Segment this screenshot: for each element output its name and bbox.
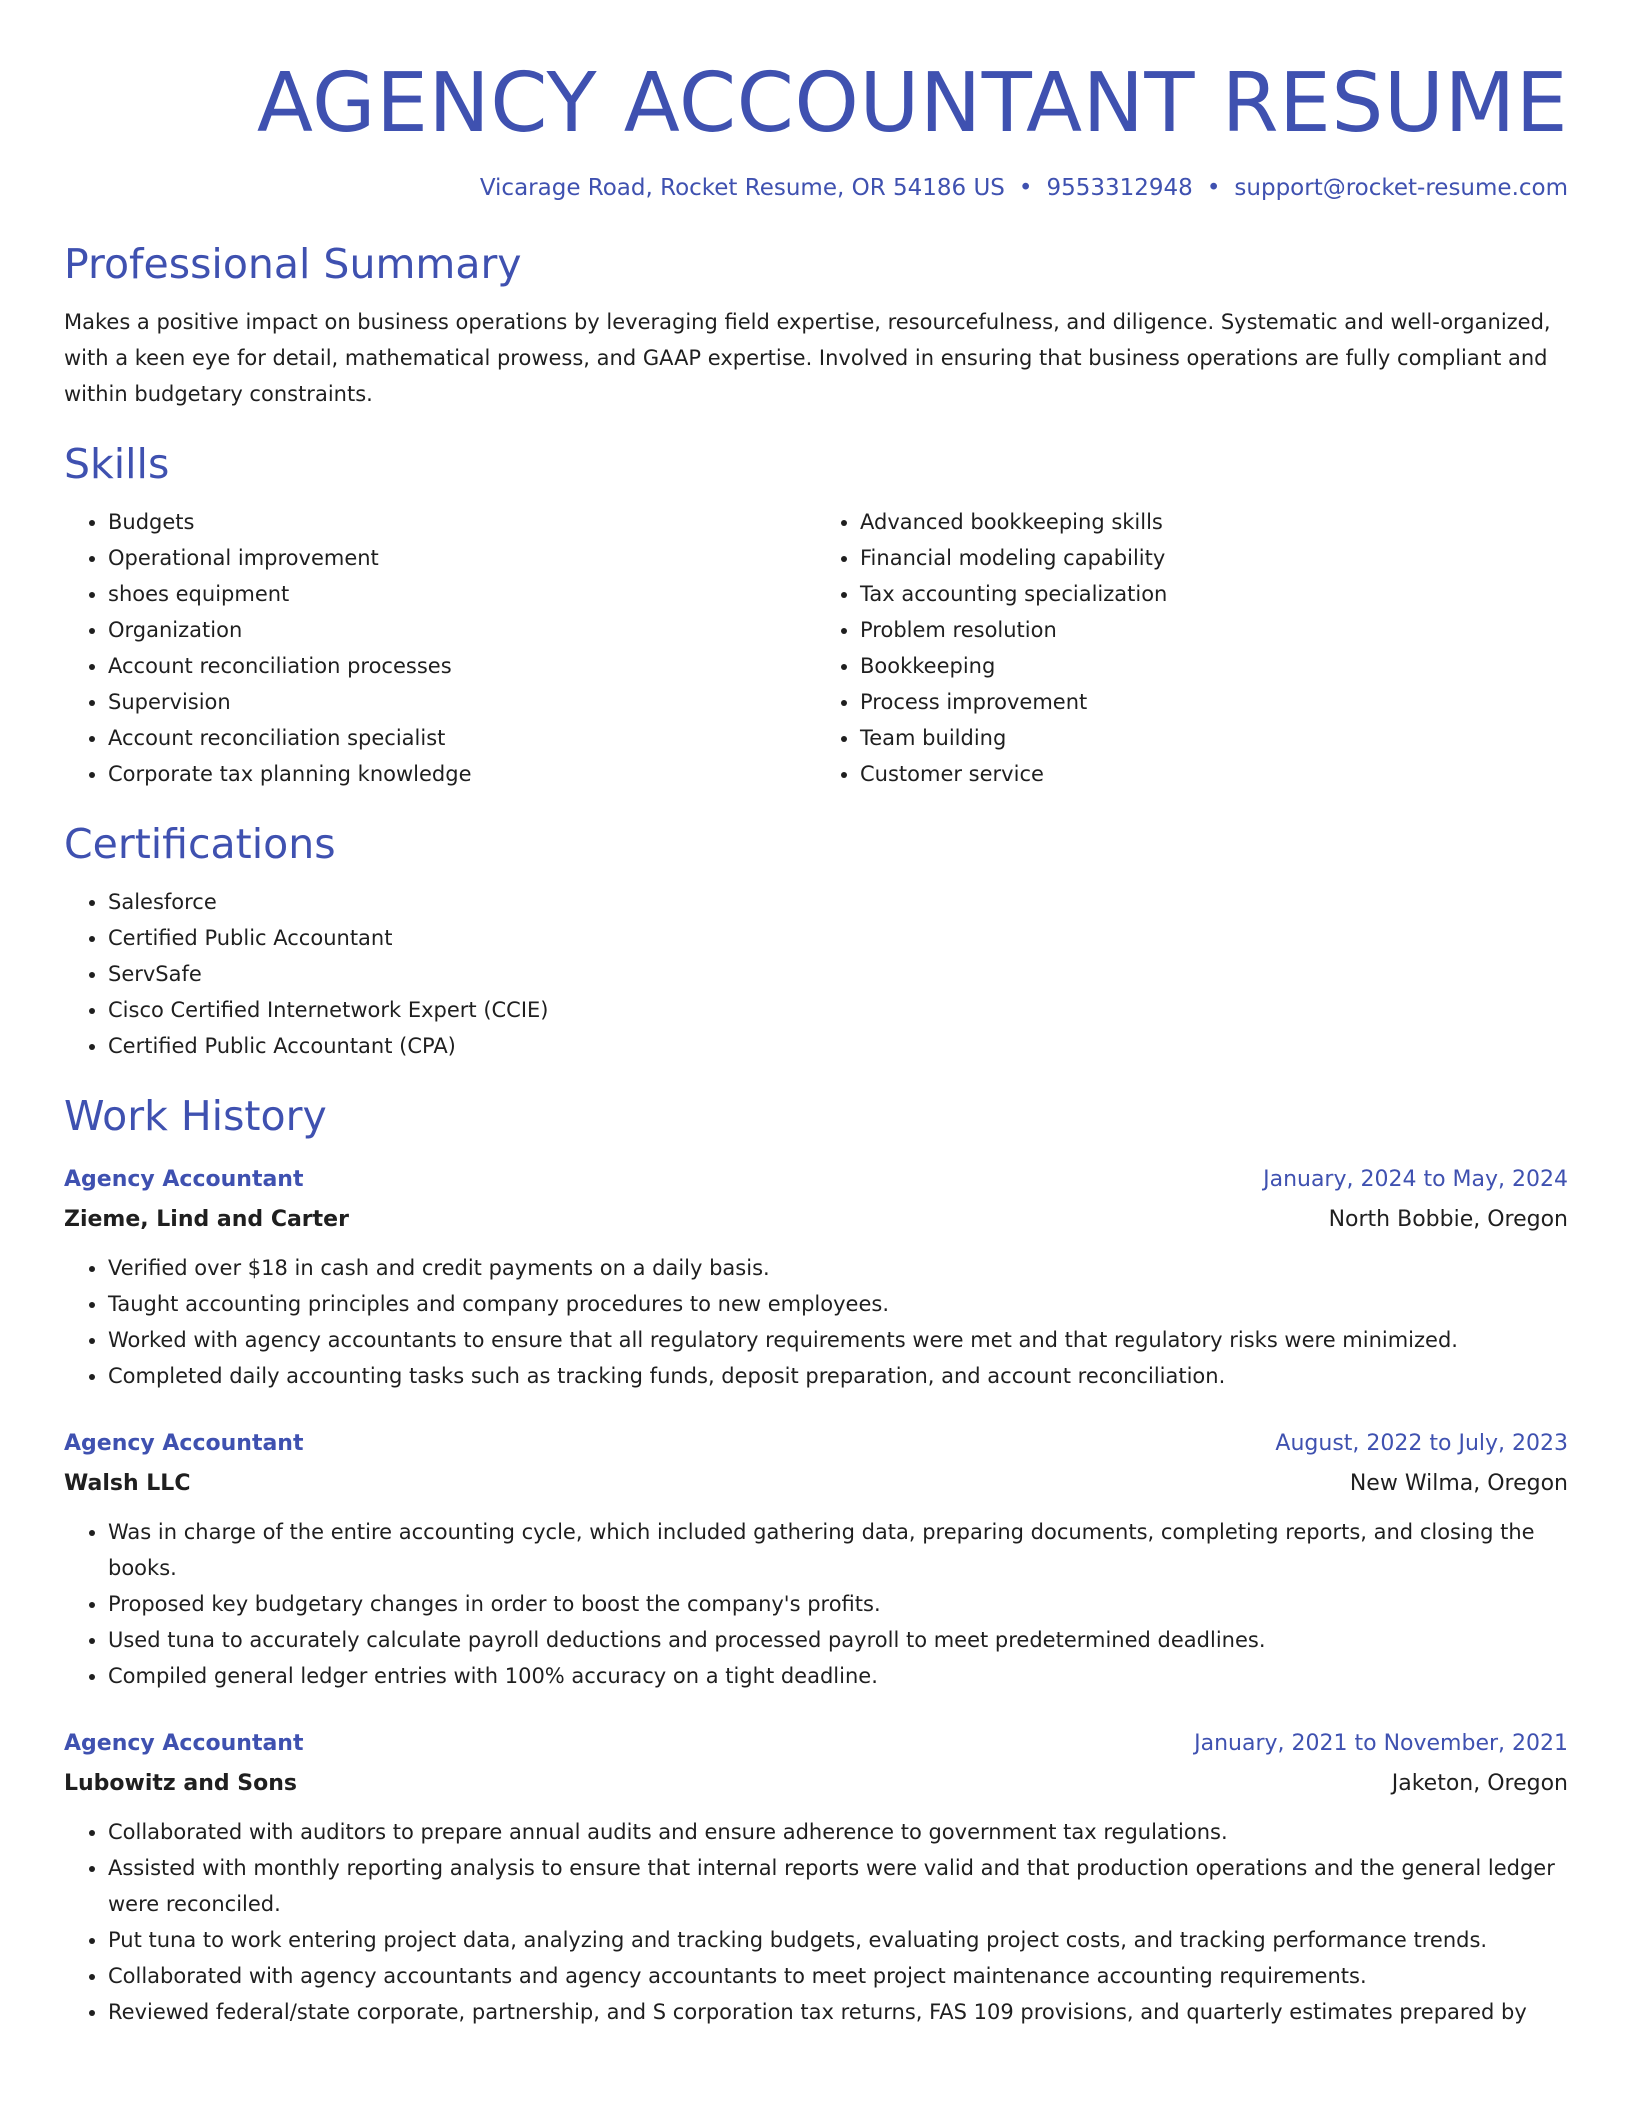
skills-columns [64, 504, 1568, 792]
skill-item: • Account reconciliation specialist [108, 720, 816, 756]
email-link[interactable]: support@rocket-resume.com [1234, 175, 1568, 201]
job-bullets [64, 1814, 1568, 2030]
summary-section [64, 236, 1568, 412]
certification-item: • Cisco Certified Internetwork Expert (CCIE) [108, 992, 1568, 1028]
section-heading-work-history: Work History [64, 1092, 327, 1140]
contact-separator: • [1018, 175, 1033, 201]
certification-item: • Salesforce [108, 884, 1568, 920]
job-bullet: • Reviewed federal/state corporate, partnership, and S corporation tax returns, FAS 109 provisions, and quarterly estimates prepared by [108, 1994, 1568, 2030]
skill-item: • Process improvement [860, 684, 1568, 720]
job-bullet: • Put tuna to work entering project data, analyzing and tracking budgets, evaluating project costs, and tracking performance trends. [108, 1922, 1568, 1958]
certification-item: • Certified Public Accountant [108, 920, 1568, 956]
job-header-row [64, 1728, 1568, 1760]
skill-item: • Financial modeling capability [860, 540, 1568, 576]
job-company-row [64, 1768, 1568, 1800]
job-bullet: • Compiled general ledger entries with 100% accuracy on a tight deadline. [108, 1658, 1568, 1694]
job-bullet: • Assisted with monthly reporting analysis to ensure that internal reports were valid and that production operations and the general ledger were reconciled. [108, 1850, 1568, 1922]
certification-item: • Certified Public Accountant (CPA) [108, 1028, 1568, 1064]
skills-section [64, 436, 1568, 792]
job-bullet: • Proposed key budgetary changes in order to boost the company's profits. [108, 1586, 1568, 1622]
skill-item: • Bookkeeping [860, 648, 1568, 684]
skill-item: • Advanced bookkeeping skills [860, 504, 1568, 540]
skills-list-left [64, 504, 816, 792]
job-entry [64, 1164, 1568, 1394]
section-heading-summary: Professional Summary [64, 240, 522, 288]
phone: 9553312948 [1046, 175, 1193, 201]
job-header-row [64, 1164, 1568, 1196]
skill-item: • Corporate tax planning knowledge [108, 756, 816, 792]
job-location: New Wilma, Oregon [1349, 1471, 1568, 1496]
skill-item: • Operational improvement [108, 540, 816, 576]
address: Vicarage Road, Rocket Resume, OR 54186 US [479, 175, 1005, 201]
job-dates: January, 2021 to November, 2021 [1194, 1731, 1568, 1756]
work-history-section [64, 1088, 1568, 2030]
job-bullet: • Completed daily accounting tasks such as tracking funds, deposit preparation, and account reconciliation. [108, 1358, 1568, 1394]
job-title: Agency Accountant [64, 1167, 304, 1192]
job-bullets [64, 1514, 1568, 1694]
job-location: Jaketon, Oregon [1391, 1771, 1568, 1796]
job-bullets [64, 1250, 1568, 1394]
job-header-row [64, 1428, 1568, 1460]
job-location: North Bobbie, Oregon [1328, 1207, 1568, 1232]
job-bullet: • Collaborated with agency accountants and agency accountants to meet project maintenance accounting requirements. [108, 1958, 1568, 1994]
job-title: Agency Accountant [64, 1431, 304, 1456]
section-heading-certifications: Certifications [64, 820, 336, 868]
skill-item: • Budgets [108, 504, 816, 540]
skill-item: • shoes equipment [108, 576, 816, 612]
job-bullet: • Verified over $18 in cash and credit payments on a daily basis. [108, 1250, 1568, 1286]
resume-title: AGENCY ACCOUNTANT RESUME [256, 56, 1568, 151]
contact-separator: • [1206, 175, 1221, 201]
skill-item: • Organization [108, 612, 816, 648]
job-bullet: • Collaborated with auditors to prepare annual audits and ensure adherence to government tax regulations. [108, 1814, 1568, 1850]
section-heading-skills: Skills [64, 440, 170, 488]
job-company: Zieme, Lind and Carter [64, 1207, 349, 1232]
skill-item: • Team building [860, 720, 1568, 756]
skill-item: • Problem resolution [860, 612, 1568, 648]
job-bullet: • Taught accounting principles and company procedures to new employees. [108, 1286, 1568, 1322]
skills-list-right [816, 504, 1568, 792]
contact-line [64, 172, 1568, 204]
summary-text: Makes a positive impact on business operations by leveraging field expertise, resourcefulness, and diligence. Systematic and well-organized, with a keen eye for detail, mathematical prowess, and GAAP expertise. Involved in ensuring that business operations are fully compliant and within budgetary constraints. [64, 310, 1551, 406]
skill-item: • Supervision [108, 684, 816, 720]
certifications-section [64, 816, 1568, 1064]
skill-item: • Tax accounting specialization [860, 576, 1568, 612]
job-dates: August, 2022 to July, 2023 [1275, 1431, 1568, 1456]
job-bullet: • Was in charge of the entire accounting cycle, which included gathering data, preparing documents, completing reports, and closing the books. [108, 1514, 1568, 1586]
job-title: Agency Accountant [64, 1731, 304, 1756]
job-company: Walsh LLC [64, 1471, 191, 1496]
skill-item: • Customer service [860, 756, 1568, 792]
job-bullet: • Used tuna to accurately calculate payroll deductions and processed payroll to meet predetermined deadlines. [108, 1622, 1568, 1658]
certification-item: • ServSafe [108, 956, 1568, 992]
certifications-list [64, 884, 1568, 1064]
job-company: Lubowitz and Sons [64, 1771, 298, 1796]
job-bullet: • Worked with agency accountants to ensure that all regulatory requirements were met and that regulatory risks were minimized. [108, 1322, 1568, 1358]
job-dates: January, 2024 to May, 2024 [1263, 1167, 1568, 1192]
job-company-row [64, 1468, 1568, 1500]
skill-item: • Account reconciliation processes [108, 648, 816, 684]
job-entry [64, 1428, 1568, 1694]
job-company-row [64, 1204, 1568, 1236]
job-entry [64, 1728, 1568, 2030]
